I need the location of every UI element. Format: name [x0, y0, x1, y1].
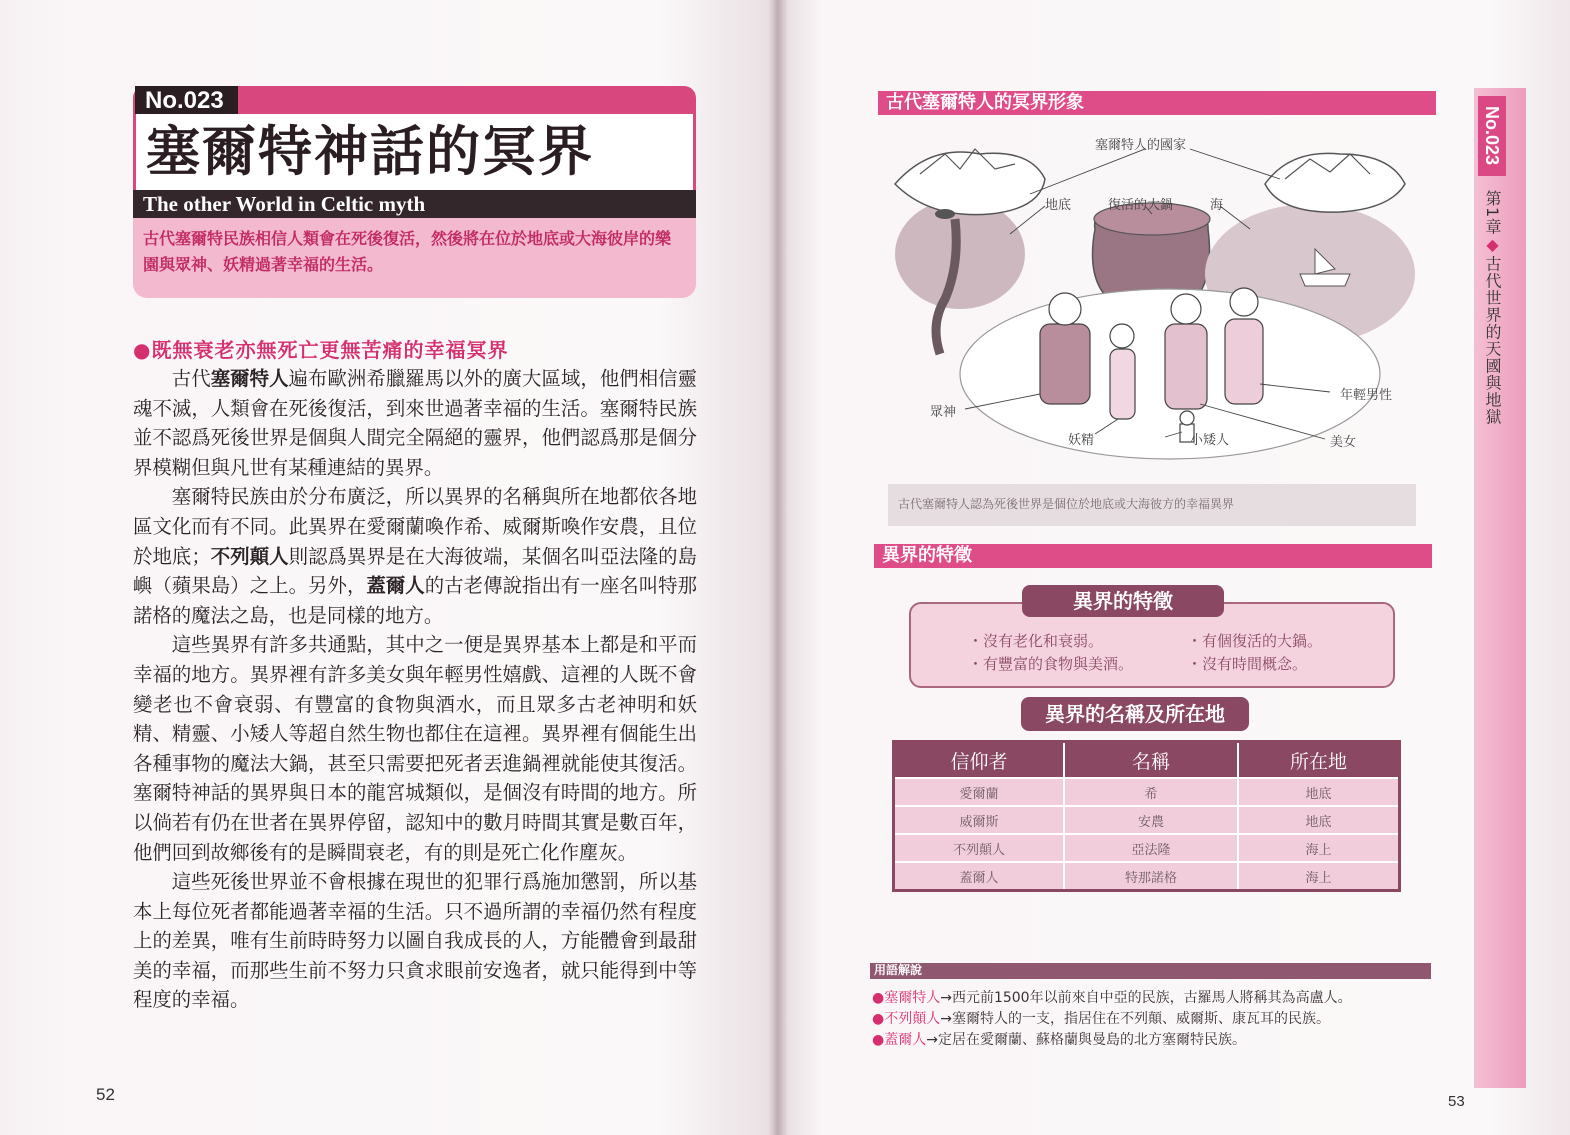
- subtitle-bar: [133, 190, 696, 218]
- table-cell: 愛爾蘭: [894, 778, 1065, 806]
- page-number-left: 52: [96, 1085, 115, 1104]
- section-title-bar: [878, 91, 1436, 115]
- label-homeland: 塞爾特人的國家: [1095, 138, 1187, 153]
- table-row: [894, 778, 1400, 806]
- article-subtitle: The other World in Celtic myth: [143, 192, 426, 216]
- label-fairy: 妖精: [1068, 433, 1095, 448]
- paragraph: 這些異界有許多共通點，其中之一便是異界基本上都是和平而幸福的地方。異界裡有許多美女與年輕男性嬉戲、這裡的人既不會變老也不會衰弱、有豐富的食物與酒水，而且眾多古老神明和妖精、精靈、小矮人等超自然生物也都住在這裡。異界裡有個能生出各種事物的魔法大鍋，甚至只需要把死者丟進鍋裡就能使其復活。塞爾特神話的異界與日本的龍宮城類似，是個沒有時間的地方。所以倘若有仍在世者在異界停留，認知中的數月時間其實是數百年，他們回到故鄉後有的是瞬間衰老，有的則是死亡化作塵灰。: [133, 633, 697, 864]
- feature-item: ・有個復活的大鍋。: [1187, 632, 1323, 650]
- left-page: [0, 0, 775, 1135]
- section-title: 古代塞爾特人的冥界形象: [886, 92, 1084, 113]
- table-cell: 亞法隆: [1064, 834, 1238, 862]
- otherworld-table: [892, 740, 1401, 892]
- table-cell: 希: [1064, 778, 1238, 806]
- label-dwarf: 小矮人: [1190, 433, 1230, 448]
- label-young-man: 年輕男性: [1340, 388, 1393, 403]
- glossary-entry: ●不列顛人→塞爾特人的一支，指居住在不列顛、威爾斯、康瓦耳的民族。: [872, 1011, 1330, 1027]
- diamond-icon: ◆: [1483, 235, 1502, 256]
- page-number-right: 53: [1448, 1093, 1465, 1110]
- table-cell: 安農: [1064, 806, 1238, 834]
- body-text: [133, 364, 697, 1015]
- glossary-entry: ●蓋爾人→定居在愛爾蘭、蘇格蘭與曼島的北方塞爾特民族。: [872, 1032, 1246, 1048]
- table-header: 信仰者: [894, 742, 1065, 779]
- label-beauty: 美女: [1330, 435, 1357, 450]
- title-box: [133, 114, 696, 190]
- table-cell: 不列顛人: [894, 834, 1065, 862]
- table-cell: 海上: [1238, 862, 1400, 891]
- afterlife-illustration: [890, 124, 1420, 474]
- label-gods: 眾神: [930, 405, 957, 420]
- article-title: 塞爾特神話的冥界: [146, 120, 594, 183]
- table-cell: 威爾斯: [894, 806, 1065, 834]
- table-cell: 海上: [1238, 834, 1400, 862]
- section-title-2: 異界的特徵: [882, 545, 972, 566]
- section-heading: ●既無衰老亦無死亡更無苦痛的幸福冥界: [133, 338, 509, 362]
- glossary-entry: ●塞爾特人→西元前1500年以前來自中亞的民族，古羅馬人將稱其為高盧人。: [872, 990, 1352, 1006]
- glossary-bar: [870, 963, 1431, 979]
- book-spine: [768, 0, 788, 1135]
- paragraph: 這些死後世界並不會根據在現世的犯罪行爲施加懲罰，所以基本上每位死者都能過著幸福的生活。只不過所謂的幸福仍然有程度上的差異，唯有生前時時努力以圖自我成長的人，方能體會到最甜美的幸福，而那些生前不努力只貪求眼前安逸者，就只能得到中等程度的幸福。: [133, 870, 697, 1012]
- table-title: 異界的名稱及所在地: [1021, 697, 1249, 731]
- table-row: [894, 834, 1400, 862]
- table-cell: 地底: [1238, 778, 1400, 806]
- table-header: 所在地: [1238, 742, 1400, 779]
- illustration-caption: 古代塞爾特人認為死後世界是個位於地底或大海彼方的幸福異界: [888, 484, 1416, 526]
- label-underground: 地底: [1045, 198, 1072, 213]
- table-cell: 地底: [1238, 806, 1400, 834]
- features-title: 異界的特徵: [1022, 585, 1224, 617]
- table-row: [894, 806, 1400, 834]
- illustration-svg: [890, 124, 1420, 474]
- paragraph: 塞爾特民族由於分布廣泛，所以異界的名稱與所在地都依各地區文化而有不同。此異界在愛爾蘭喚作希、威爾斯喚作安農，且位於地底；不列顛人則認爲異界是在大海彼端，某個名叫亞法隆的島嶼（蘋果島）之上。另外，蓋爾人的古老傳說指出有一座名叫特那諾格的魔法之島，也是同樣的地方。: [133, 485, 698, 627]
- table-header-row: [894, 742, 1400, 779]
- section-title-bar-2: [874, 544, 1432, 568]
- label-sea: 海: [1210, 198, 1224, 213]
- side-tab-number: No.023: [1478, 96, 1506, 176]
- table-row: [894, 862, 1400, 891]
- feature-item: ・沒有老化和衰弱。: [968, 632, 1104, 650]
- article-header: [133, 86, 696, 298]
- glossary-tag: 用語解說: [874, 963, 923, 977]
- article-number: No.023: [135, 86, 238, 116]
- feature-item: ・沒有時間概念。: [1187, 655, 1308, 673]
- table-cell: 特那諾格: [1064, 862, 1238, 891]
- paragraph: 古代塞爾特人遍布歐洲希臘羅馬以外的廣大區域，他們相信靈魂不滅，人類會在死後復活，到來世過著幸福的生活。塞爾特民族並不認爲死後世界是個與人間完全隔絕的靈界，他們認爲那是個分界模糊但與凡世有某種連結的異界。: [133, 367, 698, 479]
- table-header: 名稱: [1064, 742, 1238, 779]
- table-cell: 蓋爾人: [894, 862, 1065, 891]
- article-summary: 古代塞爾特民族相信人類會在死後復活，然後將在位於地底或大海彼岸的樂園與眾神、妖精過著幸福的生活。: [133, 218, 696, 298]
- side-tab-chapter: 第1章◆古代世界的天國與地獄: [1483, 190, 1502, 426]
- label-cauldron: 復活的大鍋: [1108, 198, 1174, 213]
- feature-item: ・有豐富的食物與美酒。: [968, 655, 1134, 673]
